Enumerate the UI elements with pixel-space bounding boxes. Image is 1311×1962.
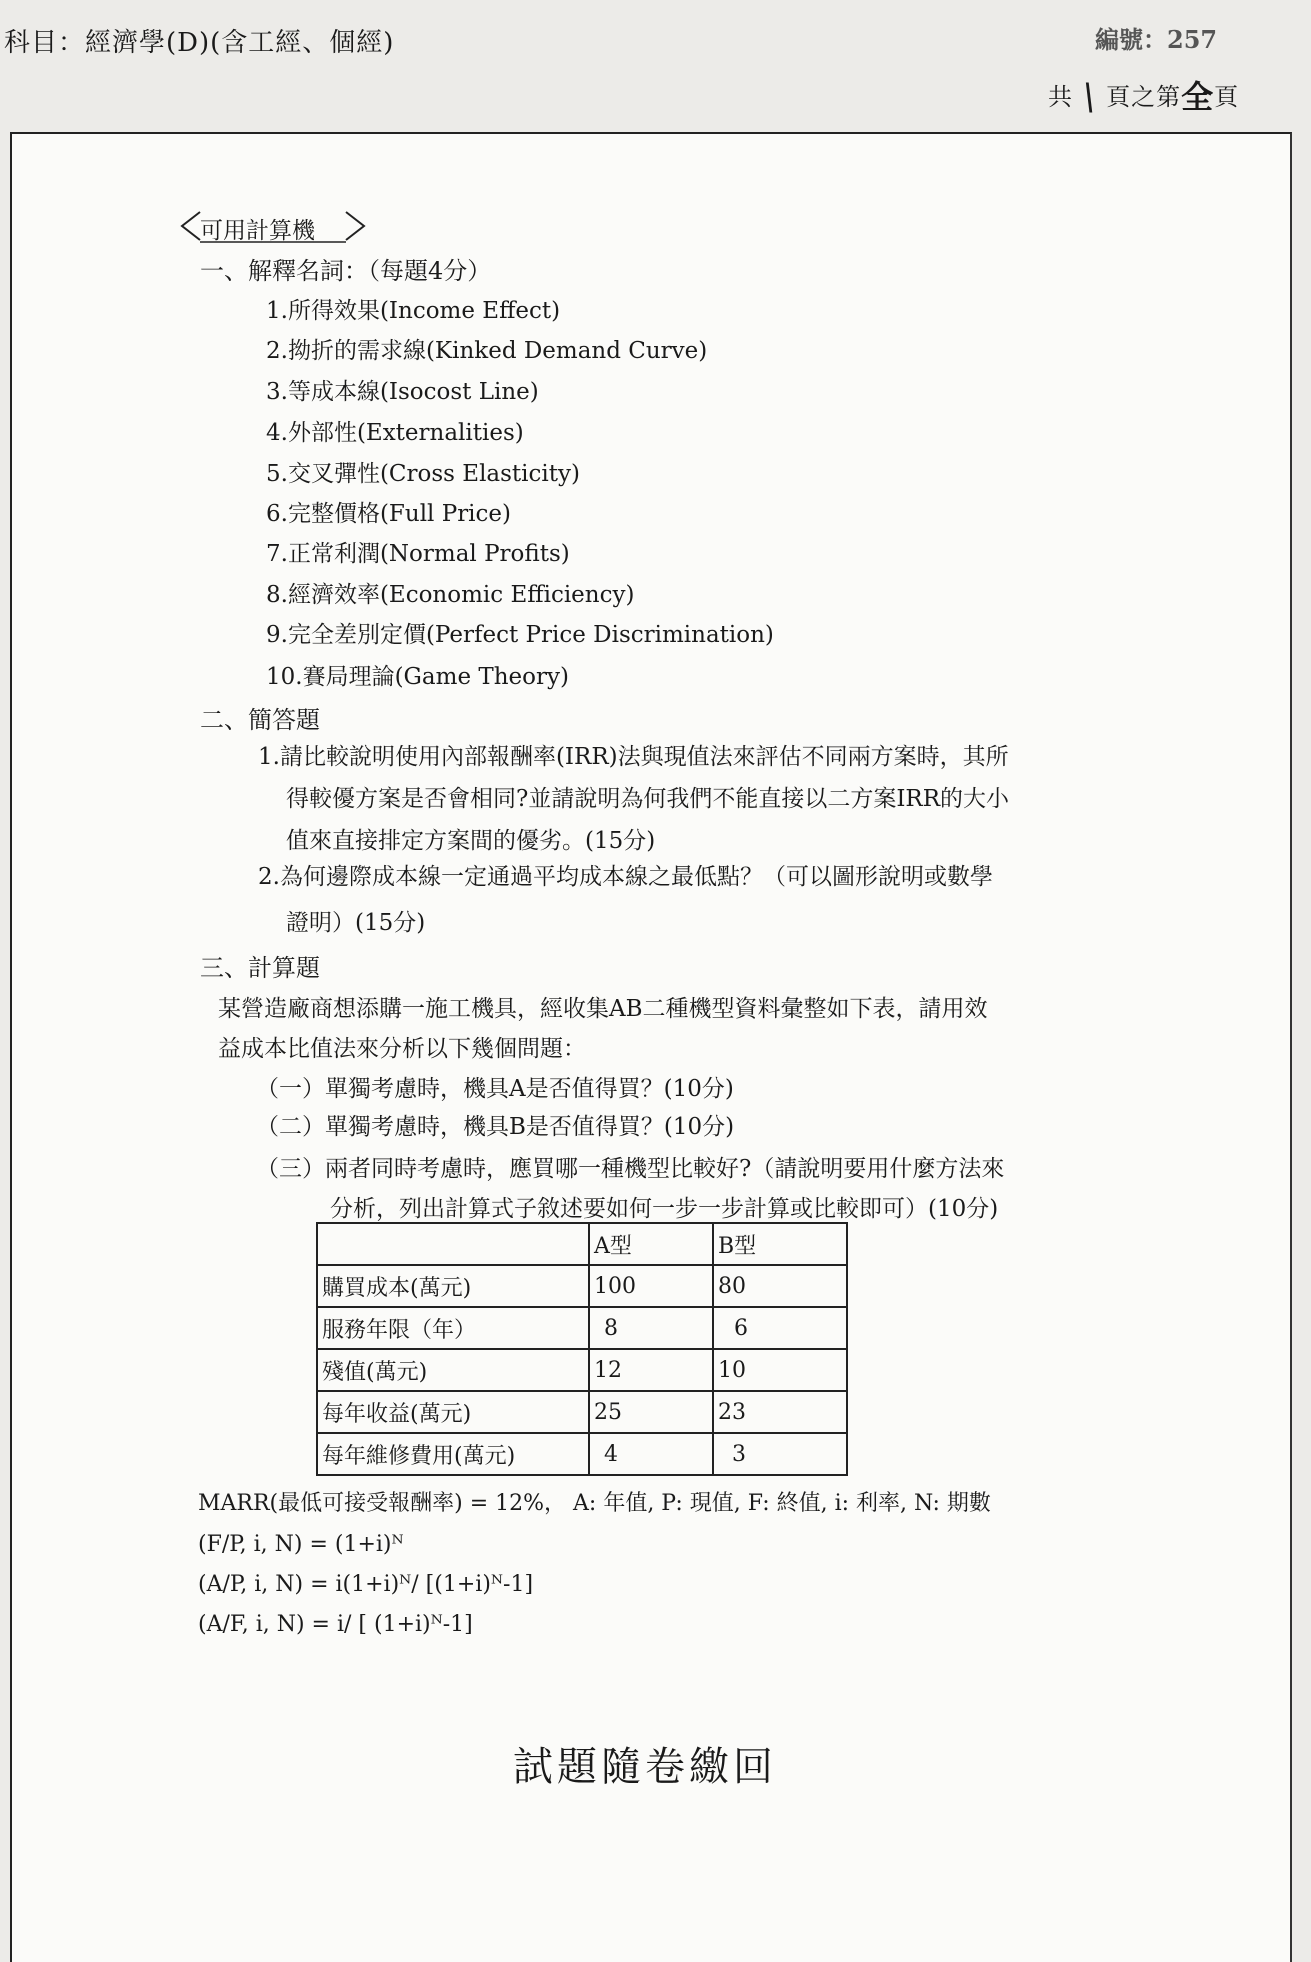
part1-title: 一、解釋名詞：（每題4分） <box>200 257 492 285</box>
table-cell: 4 <box>589 1433 713 1475</box>
term-item: 4.外部性(Externalities) <box>266 420 524 446</box>
table-cell: 8 <box>589 1307 713 1349</box>
short-answer-q1-line: 得較優方案是否會相同?並請說明為何我們不能直接以二方案IRR的大小 <box>286 786 1010 812</box>
term-item: 9.完全差別定價(Perfect Price Discrimination) <box>266 622 774 648</box>
formula-af: (A/F, i, N) = i/ [ (1+i)ᴺ-1] <box>198 1612 473 1637</box>
table-header-row <box>317 1223 847 1265</box>
table-cell: 25 <box>589 1391 713 1433</box>
term-item: 3.等成本線(Isocost Line) <box>266 379 539 405</box>
table-header-cell <box>317 1223 589 1265</box>
term-item: 6.完整價格(Full Price) <box>266 501 512 527</box>
exam-header <box>0 0 1311 130</box>
term-item: 5.交叉彈性(Cross Elasticity) <box>266 461 580 487</box>
short-answer-q2-line: 2.為何邊際成本線一定通過平均成本線之最低點？（可以圖形說明或數學 <box>258 864 993 890</box>
short-answer-q2-line: 證明）(15分) <box>286 910 426 936</box>
table-row <box>317 1391 847 1433</box>
page-info <box>1048 72 1239 118</box>
table-cell: 殘值(萬元) <box>317 1349 589 1391</box>
page-prefix: 共 <box>1048 83 1073 111</box>
table-cell: 12 <box>589 1349 713 1391</box>
table-cell: 每年維修費用(萬元) <box>317 1433 589 1475</box>
table-cell: 80 <box>713 1265 847 1307</box>
page-middle: 頁之第 <box>1106 83 1182 111</box>
machine-data-table <box>316 1222 848 1476</box>
term-item: 2.拗折的需求線(Kinked Demand Curve) <box>266 338 708 364</box>
exam-code: 編號：257 <box>1095 25 1218 54</box>
term-item: 10.賽局理論(Game Theory) <box>266 664 569 690</box>
calc-sub-question: （三）兩者同時考慮時，應買哪一種機型比較好?（請說明要用什麼方法來 <box>256 1156 1005 1182</box>
table-header-cell: A型 <box>589 1223 713 1265</box>
term-item: 8.經濟效率(Economic Efficiency) <box>266 582 635 608</box>
return-notice: 試題隨卷繳回 <box>513 1744 777 1790</box>
formula-fp: (F/P, i, N) = (1+i)ᴺ <box>198 1532 404 1557</box>
calc-sub-question: （一）單獨考慮時，機具A是否值得買？(10分) <box>256 1076 734 1102</box>
calc-sub-question-cont: 分析，列出計算式子敘述要如何一步一步計算或比較即可）(10分) <box>330 1196 999 1222</box>
page-current: 全 <box>1181 78 1215 116</box>
short-answer-q1-line: 值來直接排定方案間的優劣。(15分) <box>286 828 656 854</box>
marr-line: MARR(最低可接受報酬率) = 12%， A: 年值, P: 現值, F: 終值, i: 利率, N: 期數 <box>198 1491 991 1516</box>
part2-title: 二、簡答題 <box>200 706 320 734</box>
table-cell: 購買成本(萬元) <box>317 1265 589 1307</box>
table-header-cell: B型 <box>713 1223 847 1265</box>
exam-sheet <box>10 132 1292 1962</box>
table-row <box>317 1349 847 1391</box>
calculator-note-text: 可用計算機 <box>200 218 315 244</box>
table-cell: 23 <box>713 1391 847 1433</box>
page-suffix: 頁 <box>1214 83 1240 111</box>
table-cell: 100 <box>589 1265 713 1307</box>
table-cell: 10 <box>713 1349 847 1391</box>
page-total: \ <box>1083 77 1097 118</box>
subject-title: 科目：經濟學(D)(含工經、個經) <box>4 28 395 58</box>
calc-intro-line: 某營造廠商想添購一施工機具，經收集AB二種機型資料彙整如下表，請用效 <box>218 996 988 1022</box>
part3-title: 三、計算題 <box>200 954 320 982</box>
calculator-note <box>178 212 337 245</box>
table-row <box>317 1433 847 1475</box>
table-cell: 服務年限（年） <box>317 1307 589 1349</box>
short-answer-q1-line: 1.請比較說明使用內部報酬率(IRR)法與現值法來評估不同兩方案時，其所 <box>258 744 1009 770</box>
calc-sub-question: （二）單獨考慮時，機具B是否值得買？(10分) <box>256 1114 735 1140</box>
calc-intro-line: 益成本比值法來分析以下幾個問題： <box>218 1036 586 1062</box>
table-row <box>317 1265 847 1307</box>
term-item: 7.正常利潤(Normal Profits) <box>266 541 570 567</box>
table-cell: 3 <box>713 1433 847 1475</box>
formula-ap: (A/P, i, N) = i(1+i)ᴺ/ [(1+i)ᴺ-1] <box>198 1572 534 1597</box>
term-item: 1.所得效果(Income Effect) <box>266 298 561 324</box>
table-cell: 6 <box>713 1307 847 1349</box>
table-cell: 每年收益(萬元) <box>317 1391 589 1433</box>
table-row <box>317 1307 847 1349</box>
